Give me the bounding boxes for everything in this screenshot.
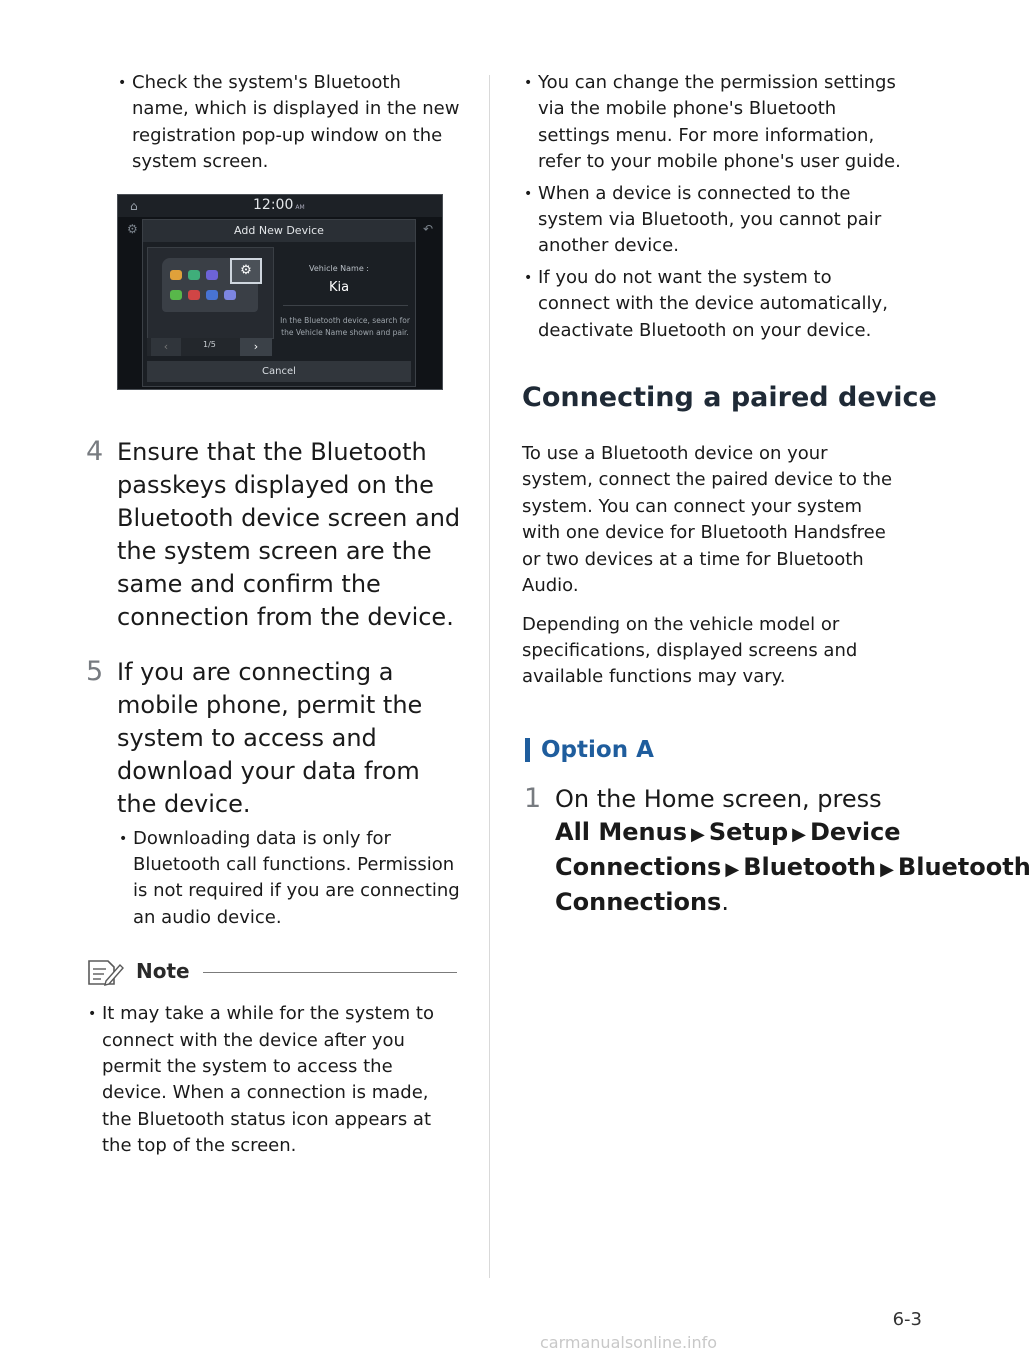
disclaimer-paragraph: Depending on the vehicle model or specifications, displayed screens and available functions may vary.: [522, 613, 858, 688]
app-dot-icon: [206, 270, 218, 280]
note-header: [86, 957, 461, 987]
menu-path-bluetooth-connections: Bluetooth Connections: [555, 852, 1031, 916]
step-5: [86, 656, 461, 821]
device-illustration-panel: [147, 247, 274, 339]
step-number: 4: [86, 435, 104, 467]
step-number: 1: [524, 782, 542, 814]
step-4: [86, 436, 461, 634]
app-dot-icon: [188, 290, 200, 300]
screen-status-bar: [118, 195, 442, 217]
note-pencil-icon: [86, 957, 126, 987]
add-new-device-screenshot: [117, 194, 443, 390]
arrow-right-icon: ▶: [691, 823, 705, 845]
list-item: • If you do not want the system to connect with the device automatically, deactivate Bluetooth on your device.: [522, 265, 904, 344]
list-item: • Downloading data is only for Bluetooth call functions. Permission is not required if you are connecting an audio device.: [117, 826, 461, 932]
list-item: • When a device is connected to the system via Bluetooth, you cannot pair another device.: [522, 181, 904, 260]
step-suffix: .: [721, 887, 729, 916]
step-1: [522, 782, 1031, 919]
menu-path-all-menus: All Menus: [555, 817, 687, 846]
illustration-pager: [147, 338, 272, 356]
vehicle-name-value: Kia: [329, 279, 350, 295]
left-column: [86, 70, 461, 1165]
arrow-right-icon: ▶: [792, 823, 806, 845]
dialog-title: Add New Device: [143, 220, 415, 242]
dialog-separator: [283, 305, 408, 306]
watermark: carmanualsonline.info: [540, 1333, 718, 1352]
settings-gear-icon: ⚙: [230, 258, 262, 284]
bluetooth-name-bullet: • Check the system's Bluetooth name, which is displayed in the new registration pop-up window on the system screen.: [116, 70, 461, 176]
list-item: • It may take a while for the system to connect with the device after you permit the system to access the device. When a connection is made, the Bluetooth status icon appears at the top of the screen.: [86, 1001, 461, 1159]
app-dot-icon: [206, 290, 218, 300]
app-dot-icon: [224, 290, 236, 300]
note-rule: [203, 972, 457, 973]
pairing-instruction: In the Bluetooth device, search for the Vehicle Name shown and pair.: [280, 315, 410, 337]
column-divider: [489, 75, 490, 1278]
page-number: 6-3: [892, 1309, 922, 1330]
chevron-left-icon: ‹: [151, 338, 181, 356]
home-icon: ⌂: [130, 198, 138, 213]
add-device-dialog: [142, 219, 416, 387]
option-marker: [525, 738, 530, 762]
step-number: 5: [86, 655, 104, 687]
chevron-right-icon: ›: [240, 338, 272, 356]
step-5-bullets: [117, 826, 461, 932]
note-label: Note: [136, 959, 190, 984]
step-text: Ensure that the Bluetooth passkeys displayed on the Bluetooth device screen and the system screen are the same and confirm the connection from the device.: [117, 437, 461, 631]
menu-path-bluetooth: Bluetooth: [743, 852, 877, 881]
option-label: Option A: [541, 736, 654, 763]
app-dot-icon: [170, 290, 182, 300]
note-bullets: [86, 1001, 461, 1159]
menu-path-setup: Setup: [708, 817, 789, 846]
list-item: • You can change the permission settings via the mobile phone's Bluetooth settings menu. For more information, refer to your mobile phone's user guide.: [522, 70, 904, 176]
screen-clock: 12:00 AM: [253, 196, 305, 213]
arrow-right-icon: ▶: [725, 858, 740, 880]
back-icon: ↶: [422, 221, 433, 236]
cancel-button: Cancel: [147, 361, 411, 382]
step-text: If you are connecting a mobile phone, permit the system to access and download your data from the device.: [117, 657, 423, 818]
section-title: Connecting a paired device: [522, 382, 937, 414]
menu-path-device-connections: Device Connections: [555, 817, 901, 881]
intro-paragraph: To use a Bluetooth device on your system, connect the paired device to the system. You can connect your system with one device for Bluetooth Handsfree or two devices at a time for Bluetooth Audio.: [522, 443, 893, 597]
gear-icon: ⚙: [127, 221, 138, 236]
step-text: On the Home screen, press: [555, 784, 882, 813]
app-dot-icon: [170, 270, 182, 280]
page-indicator: 1/5: [203, 339, 216, 349]
option-heading: [522, 734, 904, 766]
right-column: [522, 70, 1031, 919]
vehicle-name-label: Vehicle Name :: [309, 263, 369, 273]
arrow-right-icon: ▶: [880, 858, 894, 880]
app-dot-icon: [188, 270, 200, 280]
